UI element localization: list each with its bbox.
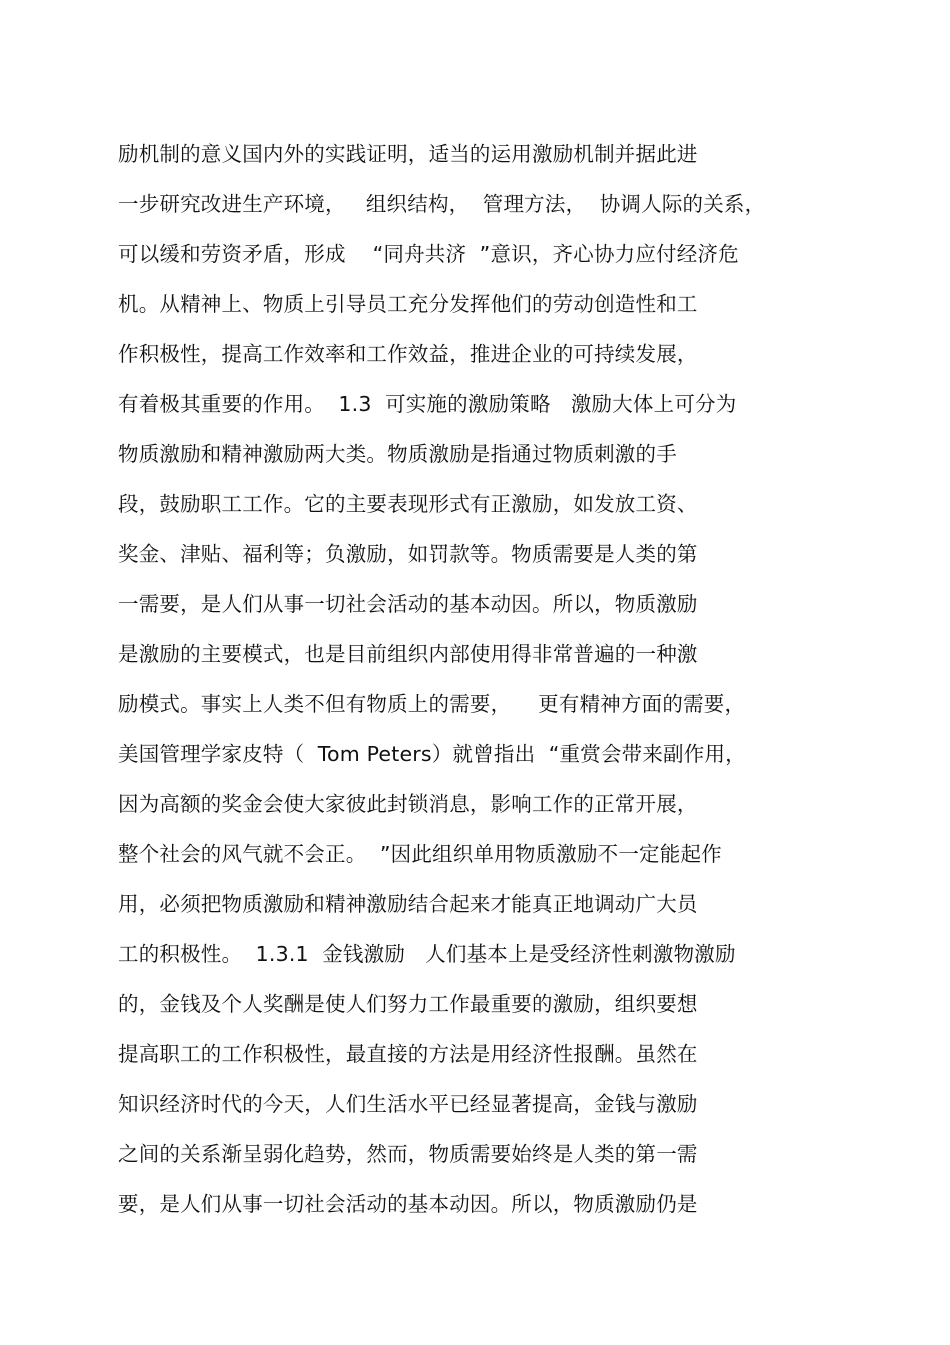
text-line: 可以缓和劳资矛盾，形成 “同舟共济 ”意识，齐心协力应付经济危 [118,242,739,266]
text-line: 物质激励和精神激励两大类。物质激励是指通过物质刺激的手 [118,442,677,466]
text-line: 提高职工的工作积极性，最直接的方法是用经济性报酬。虽然在 [118,1042,698,1066]
text-line: 励机制的意义国内外的实践证明，适当的运用激励机制并据此进 [118,142,698,166]
text-line: 段，鼓励职工工作。它的主要表现形式有正激励，如发放工资、 [118,492,698,516]
text-line: 美国管理学家皮特（ Tom Peters）就曾指出 “重赏会带来副作用， [118,742,746,766]
text-line: 机。从精神上、物质上引导员工充分发挥他们的劳动创造性和工 [118,292,698,316]
text-line: 作积极性，提高工作效率和工作效益，推进企业的可持续发展， [118,342,698,366]
text-line: 一需要，是人们从事一切社会活动的基本动因。所以，物质激励 [118,592,698,616]
text-line: 一步研究改进生产环境， 组织结构， 管理方法， 协调人际的关系， [118,192,766,216]
text-line: 是激励的主要模式，也是目前组织内部使用得非常普遍的一种激 [118,642,698,666]
body-text [118,133,828,1233]
text-line: 的，金钱及个人奖酬是使人们努力工作最重要的激励，组织要想 [118,992,698,1016]
text-line: 工的积极性。 1.3.1 金钱激励 人们基本上是受经济性刺激物激励 [118,942,736,966]
text-line: 要，是人们从事一切社会活动的基本动因。所以，物质激励仍是 [118,1192,698,1216]
text-line: 有着极其重要的作用。 1.3 可实施的激励策略 激励大体上可分为 [118,392,737,416]
text-line: 因为高额的奖金会使大家彼此封锁消息，影响工作的正常开展， [118,792,698,816]
text-line: 知识经济时代的今天，人们生活水平已经显著提高，金钱与激励 [118,1092,698,1116]
text-line: 励模式。事实上人类不但有物质上的需要， 更有精神方面的需要， [118,692,746,716]
text-line: 用，必须把物质激励和精神激励结合起来才能真正地调动广大员 [118,892,698,916]
text-line: 整个社会的风气就不会正。 ”因此组织单用物质激励不一定能起作 [118,842,722,866]
text-line: 之间的关系渐呈弱化趋势，然而，物质需要始终是人类的第一需 [118,1142,698,1166]
text-line: 奖金、津贴、福利等；负激励，如罚款等。物质需要是人类的第 [118,542,698,566]
